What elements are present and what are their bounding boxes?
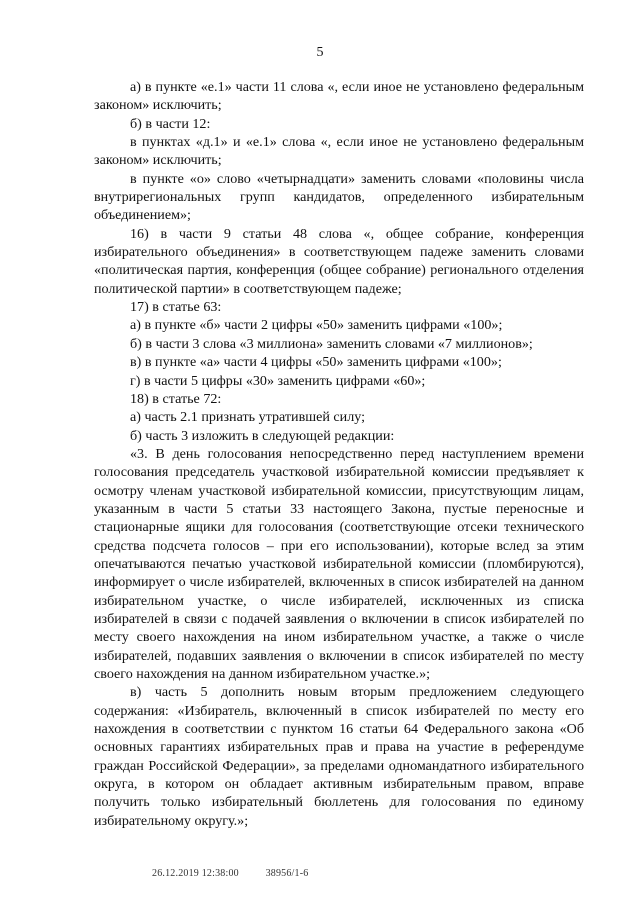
document-footer <box>152 868 308 879</box>
document-body <box>94 78 584 830</box>
footer-timestamp: 26.12.2019 12:38:00 <box>152 868 239 879</box>
paragraph: в пункте «о» слово «четырнадцати» заменить словами «половины числа внутрирегиональных групп кандидатов, определенного избирательным объединением»; <box>94 170 584 224</box>
paragraph: а) в пункте «б» части 2 цифры «50» заменить цифрами «100»; <box>130 317 503 334</box>
paragraph: «3. В день голосования непосредственно перед наступлением времени голосования председатель участковой избирательной комиссии предъявляет к осмотру членам участковой избирательной комиссии, присутствующим лицам, указанным в части 5 статьи 33 настоящего Закона, пустые переносные и стационарные ящики для голосования (соответствующие отсеки технического средства подсчета голосов – при его использовании), которые вслед за этим опечатываются печатью участковой избирательной комиссии (пломбируются), информирует о числе избирателей, включенных в список избирателей на данном избирательном участке, о числе избирателей, исключенных из списка избирателей в связи с подачей заявления о включении в список избирателей по месту своего нахождения на ином избирательном участке, а также о числе избирателей, подавших заявления о включении в список избирателей по месту своего нахождения на данном избирательном участке.»; <box>94 445 584 682</box>
paragraph: а) часть 2.1 признать утратившей силу; <box>130 409 366 426</box>
paragraph: 16) в части 9 статьи 48 слова «, общее собрание, конференция избирательного объединения» в соответствующем падеже заменить словами «политическая партия, конференция (общее собрание) регионального отделения политической партии» в соответствующем падеже; <box>94 225 584 297</box>
page-number: 5 <box>316 45 324 60</box>
paragraph: 18) в статье 72: <box>130 390 222 407</box>
paragraph: г) в части 5 цифры «30» заменить цифрами «60»; <box>130 372 426 389</box>
paragraph: в пунктах «д.1» и «е.1» слова «, если иное не установлено федеральным законом» исключить; <box>94 134 584 169</box>
paragraph: в) в пункте «а» части 4 цифры «50» заменить цифрами «100»; <box>130 354 502 371</box>
paragraph: б) в части 12: <box>130 115 211 132</box>
paragraph: б) часть 3 изложить в следующей редакции: <box>130 427 395 444</box>
paragraph: а) в пункте «е.1» части 11 слова «, если иное не установлено федеральным законом» исключить; <box>94 79 584 114</box>
footer-doc-id: 38956/1-6 <box>265 868 309 879</box>
paragraph: 17) в статье 63: <box>130 299 222 316</box>
paragraph: в) часть 5 дополнить новым вторым предложением следующего содержания: «Избиратель, включенный в список избирателей по месту его нахождения в соответствии с пунктом 16 статьи 64 Федерального закона «Об основных гарантиях избирательных прав и права на участие в референдуме граждан Российской Федерации», за пределами одномандатного избирательного округа, в котором он обладает активным избирательным правом, вправе получить только избирательный бюллетень для голосования по единому избирательному округу.»; <box>94 684 584 829</box>
paragraph: б) в части 3 слова «3 миллиона» заменить словами «7 миллионов»; <box>130 335 533 352</box>
